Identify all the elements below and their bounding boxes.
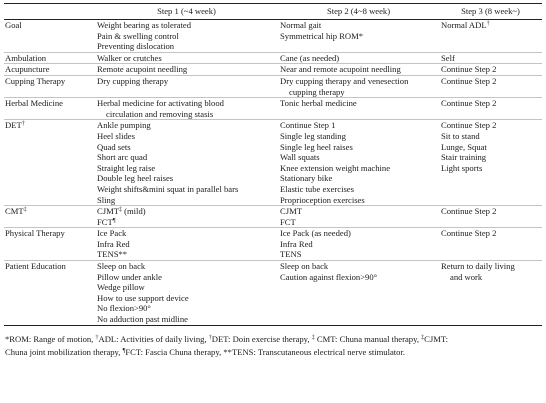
cell-line: Weight shifts&mini squat in parallel bars <box>97 183 239 194</box>
table-row <box>4 228 542 261</box>
row-category: Patient Education <box>4 261 95 326</box>
cell-line: How to use support device <box>97 292 189 303</box>
cell-line: TENS <box>280 249 302 260</box>
cell-step-3 <box>439 52 542 64</box>
cell-step-3 <box>439 228 542 261</box>
row-category: Acupuncture <box>4 64 95 76</box>
cell-line: Ankle pumping <box>97 120 151 131</box>
cell-line: Light sports <box>441 162 483 173</box>
row-category: Goal <box>4 20 95 53</box>
cell-step-1 <box>95 206 278 228</box>
cell-line: CJMT‡ (mild) <box>97 206 146 217</box>
cell-line: Ice Pack <box>97 228 127 239</box>
table-row <box>4 64 542 76</box>
cell-line: Ice Pack (as needed) <box>280 228 351 239</box>
cell-step-3 <box>439 120 542 206</box>
cell-line: Lunge, Squat <box>441 141 487 152</box>
cell-line: Elastic tube exercises <box>280 183 354 194</box>
cell-line: Sling <box>97 194 116 205</box>
header-row <box>4 4 542 20</box>
cell-step-1 <box>95 261 278 326</box>
cell-line: Single leg standing <box>280 130 346 141</box>
cell-step-3 <box>439 98 542 120</box>
cell-line: Weight bearing as tolerated <box>97 20 192 30</box>
cell-line: circulation and removing stasis <box>106 108 214 119</box>
cell-step-2 <box>278 75 439 97</box>
cell-line: Single leg heel raises <box>280 141 353 152</box>
cell-line: Sleep on back <box>97 261 146 272</box>
cell-line: Continue Step 2 <box>441 64 497 75</box>
cell-line: Continue Step 2 <box>441 75 497 86</box>
cell-line: Wall squats <box>280 152 320 163</box>
table-row <box>4 20 542 53</box>
cell-line: Caution against flexion>90° <box>280 271 378 282</box>
cell-step-3 <box>439 75 542 97</box>
cell-line: Self <box>441 52 455 63</box>
cell-line: Normal ADL† <box>441 20 490 30</box>
header-category <box>4 4 95 20</box>
cell-line: Sit to stand <box>441 130 480 141</box>
cell-step-2 <box>278 206 439 228</box>
cell-line: TENS** <box>97 249 128 260</box>
table-row <box>4 206 542 228</box>
cell-step-3 <box>439 206 542 228</box>
cell-step-3 <box>439 261 542 326</box>
cell-line: No adduction past midline <box>97 314 188 325</box>
cell-line: FCT <box>280 216 296 227</box>
cell-step-2 <box>278 64 439 76</box>
cell-line: Normal gait <box>280 20 322 30</box>
cell-line: Heel slides <box>97 130 135 141</box>
cell-line: Quad sets <box>97 141 131 152</box>
cell-line: Short arc quad <box>97 152 148 163</box>
row-category: Physical Therapy <box>4 228 95 261</box>
cell-line: Cane (as needed) <box>280 52 340 63</box>
cell-line: Continue Step 2 <box>441 98 497 109</box>
cell-line: Continue Step 2 <box>441 206 497 217</box>
cell-step-2 <box>278 52 439 64</box>
table-row <box>4 120 542 206</box>
cell-step-1 <box>95 64 278 76</box>
cell-line: Pillow under ankle <box>97 271 162 282</box>
cell-line: Double leg heel raises <box>97 173 174 184</box>
footnote-line-2: Chuna joint mobilization therapy, ¶FCT: Fascia Chuna therapy, **TENS: Transcutaneous electrical nerve stimulator. <box>5 346 405 357</box>
cell-line: Infra Red <box>280 238 313 249</box>
cell-line: and work <box>450 271 483 282</box>
header-step-2: Step 2 (4~8 week) <box>278 4 439 20</box>
cell-line: Return to daily living <box>441 261 515 272</box>
header-step-3: Step 3 (8 week~) <box>439 4 542 20</box>
table-footnote <box>4 333 543 359</box>
table-header <box>4 4 542 20</box>
cell-line: Stationary bike <box>280 173 333 184</box>
cell-step-2 <box>278 98 439 120</box>
cell-line: Pain & swelling control <box>97 30 179 41</box>
cell-line: Straight leg raise <box>97 162 156 173</box>
cell-line: Knee extension weight machine <box>280 162 391 173</box>
cell-line: cupping therapy <box>289 86 345 97</box>
cell-step-1 <box>95 120 278 206</box>
cell-line: Continue Step 1 <box>280 120 336 131</box>
cell-line: Tonic herbal medicine <box>280 98 357 109</box>
cell-step-2 <box>278 120 439 206</box>
table-row <box>4 98 542 120</box>
table-row <box>4 75 542 97</box>
cell-line: Stair training <box>441 152 487 163</box>
cell-line: Dry cupping therapy and venesection <box>280 75 409 86</box>
header-step-1: Step 1 (~4 week) <box>95 4 278 20</box>
cell-line: Sleep on back <box>280 261 329 272</box>
footnote-line-1: *ROM: Range of motion, †ADL: Activities of daily living, †DET: Doin exercise therapy, ‡ CMT: Chuna manual therapy, ‡CJMT: <box>5 333 449 344</box>
cell-line: Walker or crutches <box>97 52 162 63</box>
cell-line: Continue Step 2 <box>441 228 497 239</box>
row-category: Herbal Medicine <box>4 98 95 120</box>
cell-line: Preventing dislocation <box>97 41 175 52</box>
cell-line: Symmetrical hip ROM* <box>280 30 364 41</box>
cell-step-2 <box>278 20 439 53</box>
rehabilitation-protocol-table <box>4 3 542 326</box>
cell-step-1 <box>95 228 278 261</box>
cell-line: Proprioception exercises <box>280 194 365 205</box>
cell-step-1 <box>95 52 278 64</box>
table-row <box>4 261 542 326</box>
cell-line: FCT¶ <box>97 216 116 227</box>
table-row <box>4 52 542 64</box>
row-category: Cupping Therapy <box>4 75 95 97</box>
cell-line: Herbal medicine for activating blood <box>97 98 224 109</box>
cell-step-3 <box>439 20 542 53</box>
cell-step-3 <box>439 64 542 76</box>
cell-step-1 <box>95 20 278 53</box>
cell-step-2 <box>278 261 439 326</box>
row-category: CMT‡ <box>4 206 95 228</box>
cell-line: CJMT <box>280 206 302 217</box>
cell-line: Wedge pillow <box>97 282 145 293</box>
cell-line: Continue Step 2 <box>441 120 497 131</box>
cell-step-1 <box>95 98 278 120</box>
cell-line: Near and remote acupoint needling <box>280 64 401 75</box>
cell-line: Dry cupping therapy <box>97 75 169 86</box>
table-body <box>4 20 542 326</box>
row-category: DET† <box>4 120 95 206</box>
cell-line: Infra Red <box>97 238 130 249</box>
cell-line: Remote acupoint needling <box>97 64 188 75</box>
row-category: Ambulation <box>4 52 95 64</box>
cell-step-2 <box>278 228 439 261</box>
cell-line: No flexion>90° <box>97 303 151 314</box>
cell-step-1 <box>95 75 278 97</box>
